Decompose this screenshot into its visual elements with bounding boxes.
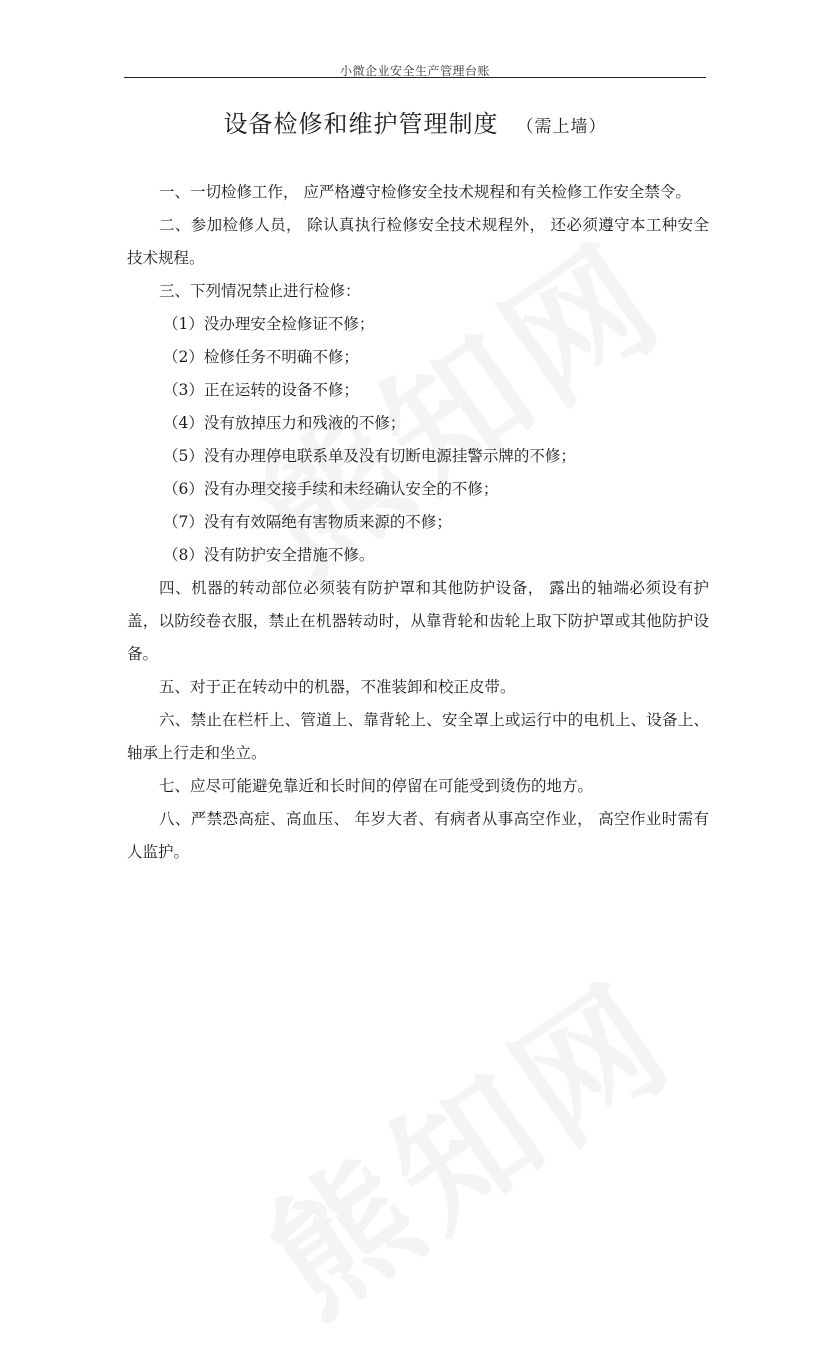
list-item: （4）没有放掉压力和残液的不修； xyxy=(163,414,406,432)
header-divider xyxy=(124,77,706,78)
list-item: （7）没有有效隔绝有害物质来源的不修； xyxy=(163,513,452,531)
document-body xyxy=(127,176,709,869)
paragraph-8: 八、严禁恐高症、高血压、 年岁大者、有病者从事高空作业， 高空作业时需有人监护。 xyxy=(127,810,709,861)
list-item: （3）正在运转的设备不修； xyxy=(163,381,359,399)
document-title-main: 设备检修和维护管理制度 xyxy=(223,110,499,138)
paragraph-3: 三、下列情况禁止进行检修： xyxy=(159,282,361,300)
paragraph-4: 四、机器的转动部位必须装有防护罩和其他防护设备， 露出的轴端必须设有护盖，以防绞卷衣服，禁止在机器转动时，从靠背轮和齿轮上取下防护罩或其他防护设备。 xyxy=(127,579,709,663)
watermark xyxy=(223,929,707,1352)
paragraph-1: 一、一切检修工作， 应严格遵守检修安全技术规程和有关检修工作安全禁令。 xyxy=(159,183,691,201)
document-title-note: （需上墙） xyxy=(516,117,607,137)
paragraph-2: 二、参加检修人员， 除认真执行检修安全技术规程外， 还必须遵守本工种安全技术规程。 xyxy=(127,216,709,267)
paragraph-6: 六、禁止在栏杆上、管道上、靠背轮上、安全罩上或运行中的电机上、设备上、轴承上行走和坐立。 xyxy=(127,711,709,762)
list-item: （2）检修任务不明确不修； xyxy=(163,348,359,366)
paragraph-7: 七、应尽可能避免靠近和长时间的停留在可能受到烫伤的地方。 xyxy=(159,777,594,795)
list-item: （5）没有办理停电联系单及没有切断电源挂警示牌的不修； xyxy=(163,447,576,465)
list-item: （8）没有防护安全措施不修。 xyxy=(163,546,375,564)
running-header: 小微企业安全生产管理台账 xyxy=(339,64,490,78)
list-item: （6）没有办理交接手续和未经确认安全的不修； xyxy=(163,480,499,498)
document-title xyxy=(0,104,830,139)
list-item: （1）没办理安全检修证不修； xyxy=(163,315,375,333)
paragraph-5: 五、对于正在转动中的机器，不准装卸和校正皮带。 xyxy=(159,678,516,696)
